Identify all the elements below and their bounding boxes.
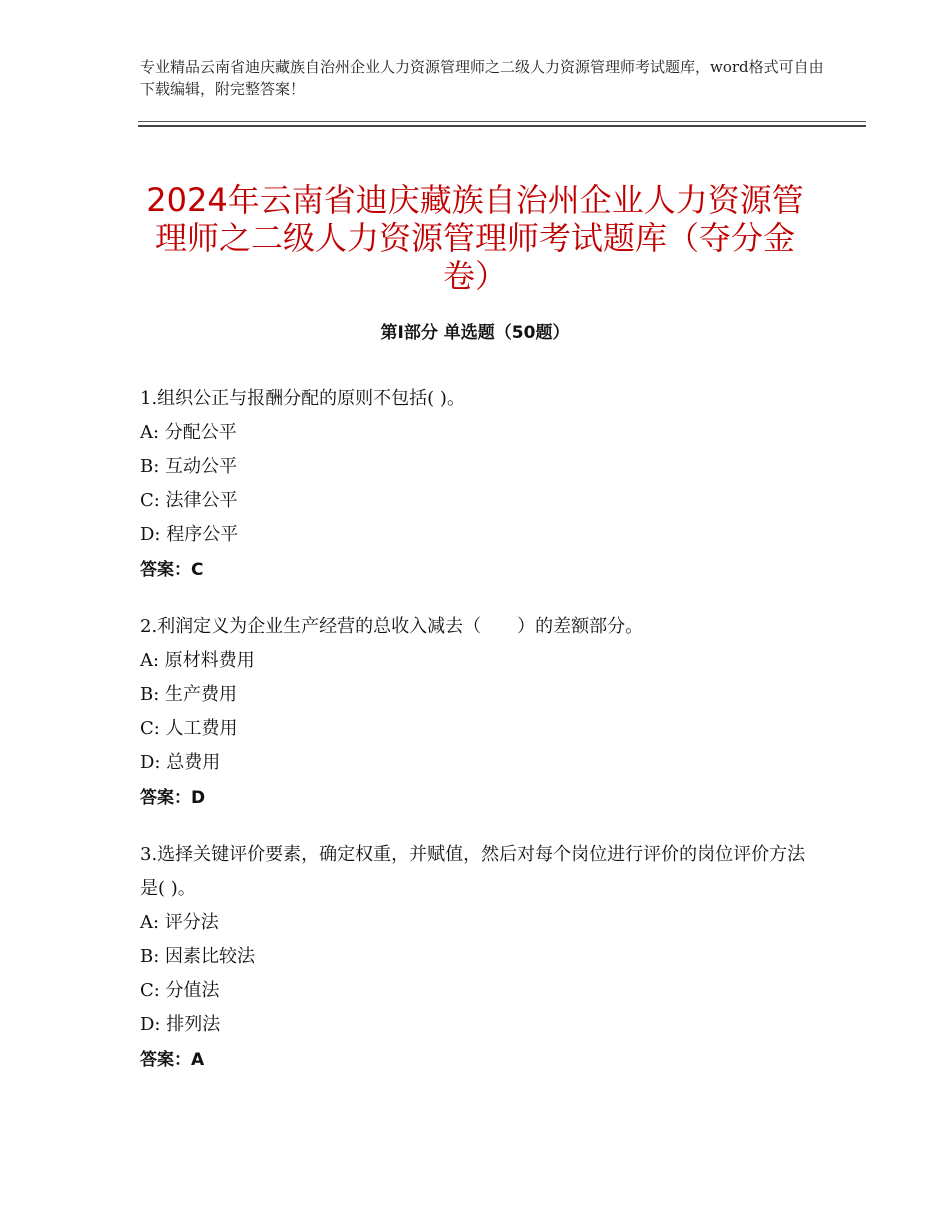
section-title: 第Ⅰ部分 单选题（50题） xyxy=(380,323,570,343)
question-3 xyxy=(140,838,820,1078)
question-stem: 1.组织公正与报酬分配的原则不包括( )。 xyxy=(140,388,465,409)
question-1 xyxy=(140,382,820,588)
option-d: D: 总费用 xyxy=(140,752,221,773)
header-divider-thin xyxy=(138,121,866,122)
answer: 答案：D xyxy=(140,788,206,808)
question-stem: 2.利润定义为企业生产经营的总收入减去（ ）的差额部分。 xyxy=(140,616,644,637)
option-b: B: 因素比较法 xyxy=(140,946,256,967)
option-b: B: 生产费用 xyxy=(140,684,238,705)
option-d: D: 排列法 xyxy=(140,1014,221,1035)
question-stem: 3.选择关键评价要素，确定权重，并赋值，然后对每个岗位进行评价的岗位评价方法是( )。 xyxy=(140,844,806,899)
document-title: 2024年云南省迪庆藏族自治州企业人力资源管理师之二级人力资源管理师考试题库（夺分金卷） xyxy=(146,181,804,296)
option-a: A: 评分法 xyxy=(140,912,219,933)
answer: 答案：C xyxy=(140,560,204,580)
question-list xyxy=(140,382,820,1100)
option-d: D: 程序公平 xyxy=(140,524,239,545)
option-c: C: 法律公平 xyxy=(140,490,238,511)
option-a: A: 分配公平 xyxy=(140,422,237,443)
header-note: 专业精品云南省迪庆藏族自治州企业人力资源管理师之二级人力资源管理师考试题库，word格式可自由下载编辑，附完整答案！ xyxy=(140,58,824,98)
question-2 xyxy=(140,610,820,816)
answer: 答案：A xyxy=(140,1050,205,1070)
option-c: C: 分值法 xyxy=(140,980,220,1001)
option-b: B: 互动公平 xyxy=(140,456,238,477)
option-a: A: 原材料费用 xyxy=(140,650,255,671)
option-c: C: 人工费用 xyxy=(140,718,238,739)
header-divider-thick xyxy=(138,125,866,127)
